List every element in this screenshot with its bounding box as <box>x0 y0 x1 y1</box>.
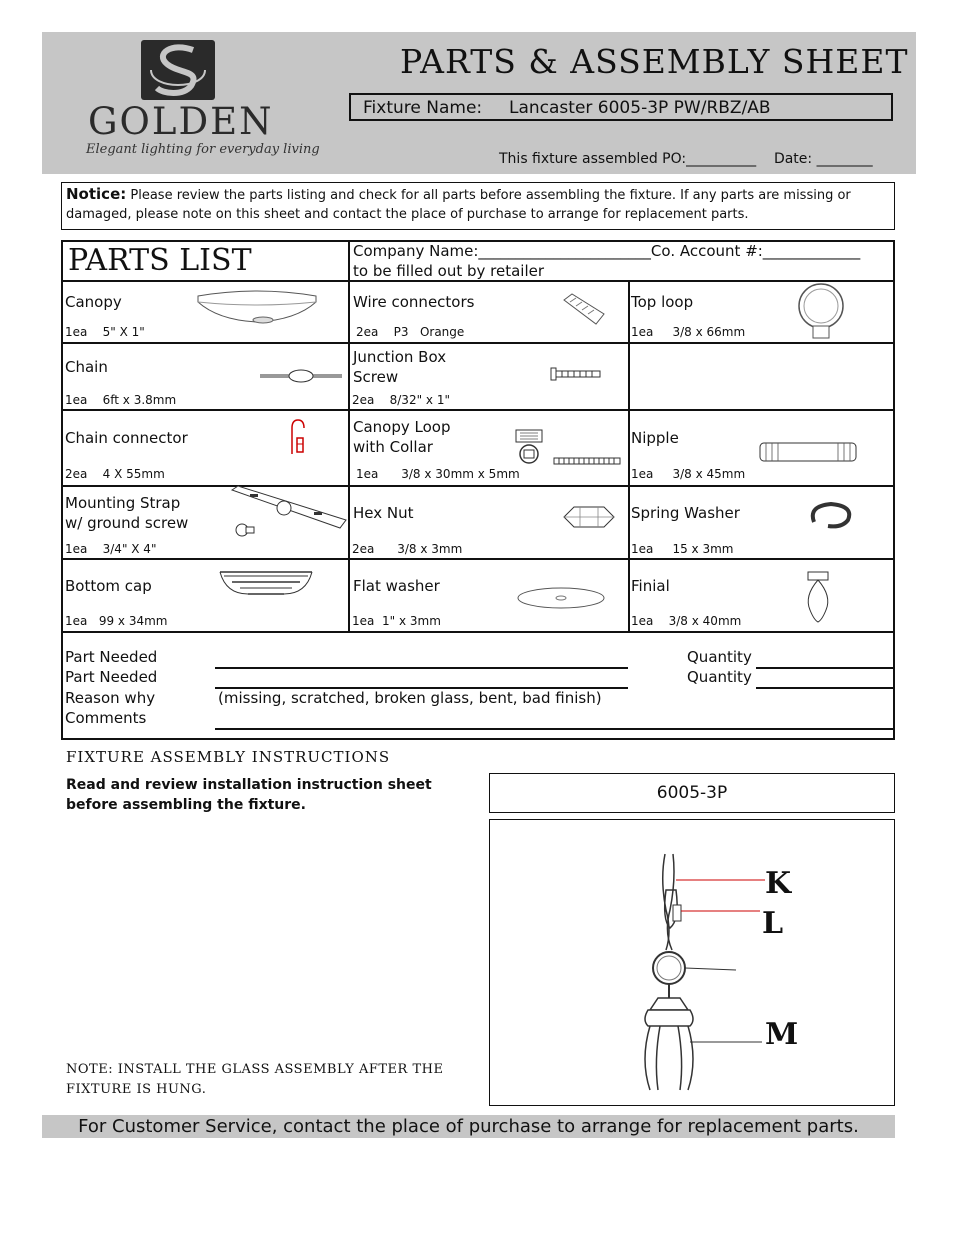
read-instructions-note: Read and review installation instruction sheet before assembling the fixture. <box>66 777 432 813</box>
part-name: Chain <box>65 358 108 376</box>
part-name: Finial <box>631 577 670 595</box>
bottom-cap-icon <box>218 568 314 604</box>
part-spec: 1ea 3/4" X 4" <box>65 542 157 556</box>
retailer-note: to be filled out by retailer <box>353 262 545 280</box>
comments-field[interactable] <box>215 728 894 730</box>
model-number: 6005-3P <box>489 773 895 813</box>
assembled-po-date <box>499 151 873 167</box>
part-needed-field[interactable] <box>215 667 628 669</box>
fixture-name-field[interactable] <box>349 93 893 121</box>
part-name: Mounting Strap w/ ground screw <box>65 494 189 532</box>
glass-assembly-note: NOTE: INSTALL THE GLASS ASSEMBLY AFTER THE FIXTURE IS HUNG. <box>66 1062 444 1097</box>
quantity-label: Quantity <box>687 668 752 686</box>
part-spec: 1ea 3/8 x 66mm <box>631 325 746 339</box>
fixture-name-label: Fixture Name: <box>363 98 483 118</box>
part-name: Flat washer <box>353 577 440 595</box>
finial-icon <box>800 570 836 624</box>
quantity-field[interactable] <box>756 667 894 669</box>
diagram-label-k: K <box>765 866 792 901</box>
company-info <box>353 241 860 281</box>
hex-nut-icon <box>562 505 616 529</box>
part-needed-label: Part Needed <box>65 648 158 666</box>
diagram-label-m: M <box>765 1017 799 1052</box>
notice-box <box>61 182 895 230</box>
brand-name: GOLDEN <box>88 100 274 143</box>
assembled-po-field[interactable]: This fixture assembled PO:__________ <box>499 151 757 167</box>
reason-label: Reason why <box>65 689 156 707</box>
part-name: Canopy Loop with Collar <box>353 418 451 456</box>
part-spec: 2ea 8/32" x 1" <box>352 393 450 407</box>
mounting-strap-icon <box>228 484 350 546</box>
part-name: Bottom cap <box>65 577 152 595</box>
flat-washer-icon <box>516 586 606 610</box>
assembly-diagram <box>489 819 895 1106</box>
part-spec: 1ea 3/8 x 40mm <box>631 614 742 628</box>
part-spec: 1ea 3/8 x 45mm <box>631 467 746 481</box>
part-name: Nipple <box>631 429 679 447</box>
canopy-loop-icon <box>514 428 622 468</box>
quantity-label: Quantity <box>687 648 752 666</box>
brand-tagline: Elegant lighting for everyday living <box>86 142 320 157</box>
notice-text: Please review the parts listing and check for all parts before assembling the fixture. If any parts are missing or damaged, please note on this sheet and contact the place of purchase to arrange for replacement parts. <box>66 188 851 222</box>
logo-s-icon <box>141 40 215 100</box>
chain-connector-icon <box>286 418 308 458</box>
part-name: Spring Washer <box>631 504 740 522</box>
parts-list-title: PARTS LIST <box>68 243 252 278</box>
quantity-field[interactable] <box>756 687 894 689</box>
chain-icon <box>258 367 344 387</box>
part-spec: 1ea 5" X 1" <box>65 325 145 339</box>
notice-label: Notice: <box>66 185 127 203</box>
part-spec: 1ea 15 x 3mm <box>631 542 734 556</box>
logo-mark <box>141 40 215 100</box>
part-spec: 2ea P3 Orange <box>356 325 465 339</box>
part-spec: 2ea 3/8 x 3mm <box>352 542 463 556</box>
spring-washer-icon <box>806 500 856 530</box>
part-name: Canopy <box>65 293 122 311</box>
part-name: Junction Box Screw <box>353 348 447 386</box>
assembly-title: FIXTURE ASSEMBLY INSTRUCTIONS <box>66 748 391 766</box>
customer-service-footer: For Customer Service, contact the place of purchase to arrange for replacement parts. <box>42 1115 895 1138</box>
part-name: Hex Nut <box>353 504 414 522</box>
reason-options: (missing, scratched, broken glass, bent, bad finish) <box>218 689 602 707</box>
nipple-icon <box>758 440 858 464</box>
fixture-name-value: Lancaster 6005-3P PW/RBZ/AB <box>509 98 771 118</box>
part-needed-label: Part Needed <box>65 668 158 686</box>
canopy-icon <box>196 290 318 326</box>
top-loop-icon <box>792 284 850 340</box>
part-spec: 1ea 99 x 34mm <box>65 614 168 628</box>
part-spec: 1ea 3/8 x 30mm x 5mm <box>356 467 520 481</box>
parts-list-table <box>61 240 895 740</box>
diagram-label-l: L <box>762 906 784 941</box>
part-name: Chain connector <box>65 429 188 447</box>
page-title: PARTS & ASSEMBLY SHEET <box>400 42 909 81</box>
part-spec: 2ea 4 X 55mm <box>65 467 165 481</box>
comments-label: Comments <box>65 709 147 727</box>
company-account-field[interactable]: Company Name:_______________________Co. Account #:_____________ <box>353 242 861 260</box>
wire-connector-icon <box>560 292 606 328</box>
screw-icon <box>550 366 602 382</box>
date-field[interactable]: Date: ________ <box>773 151 873 167</box>
part-name: Wire connectors <box>353 293 475 311</box>
fixture-diagram-icon <box>490 820 896 1107</box>
part-spec: 1ea 1" x 3mm <box>352 614 441 628</box>
part-needed-field[interactable] <box>215 687 628 689</box>
part-name: Top loop <box>631 293 694 311</box>
part-spec: 1ea 6ft x 3.8mm <box>65 393 177 407</box>
